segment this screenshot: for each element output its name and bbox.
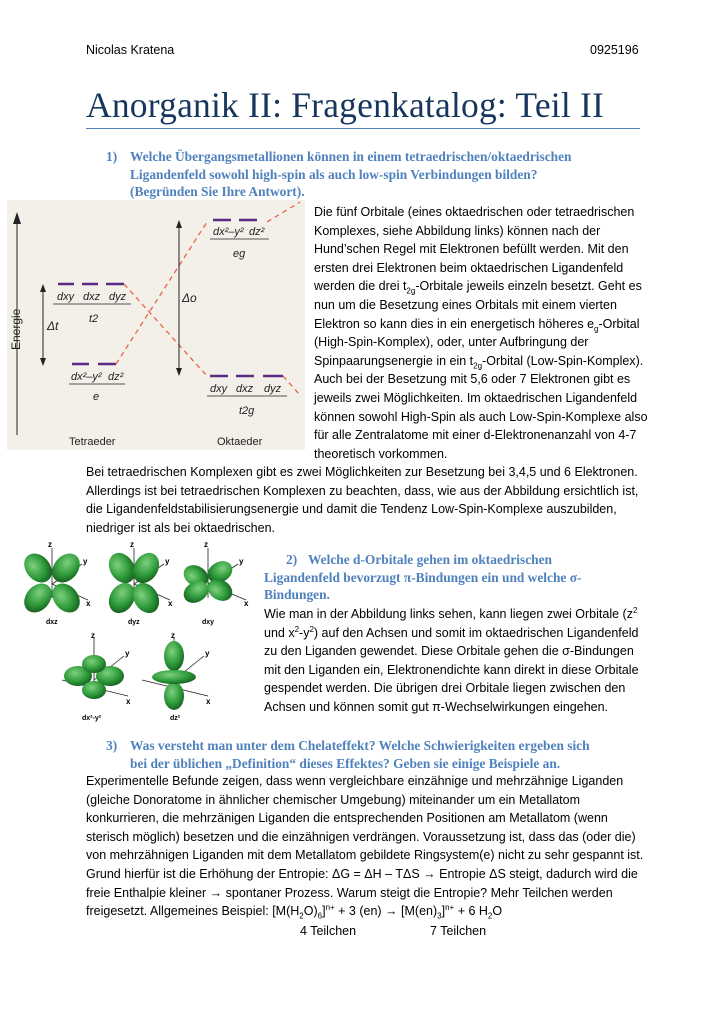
q1-line: Welche Übergangsmetallionen können in einem tetraedrischen/oktaedrischen <box>130 149 572 164</box>
delta-t-arrowhead-down-icon <box>40 358 46 366</box>
axis-y-label: y <box>205 649 210 658</box>
answer-line: (gleiche Donoratome in ähnlicher chemischer Umgebung) miteinander um ein Metallatom <box>86 792 580 807</box>
q1-answer-full <box>86 463 666 537</box>
text-run: werden die drei t <box>314 279 407 294</box>
answer-line: konkurrieren, die mehrzänigen Liganden die entsprechenden Positionen am Metallatom (wenn <box>86 811 608 826</box>
okta-dxy-label: dxy <box>210 383 228 395</box>
delta-o-label: Δo <box>182 291 197 305</box>
header-id: 0925196 <box>590 43 639 57</box>
axis-y-label: y <box>125 649 130 658</box>
count-right: 7 Teilchen <box>430 924 487 938</box>
superscript: n+ <box>325 903 335 912</box>
answer-line: Hund’schen Regel mit Elektronen befüllt werden. Mit den <box>314 242 629 257</box>
text-run: -Orbitale jeweils einzeln besetzt. Geht es <box>415 279 642 294</box>
orbital-label: dx²-y² <box>82 715 102 722</box>
axis-y-label: y <box>83 557 88 566</box>
superscript: 2 <box>294 624 300 634</box>
tetra-dyz-label: dyz <box>109 291 127 303</box>
q2-answer <box>264 605 664 717</box>
okta-dz2-label: dz² <box>249 226 265 238</box>
answer-line: Bei tetraedrischen Komplexen gibt es zwei Möglichkeiten zur Besetzung bei 3,4,5 und 6 Elektronen. <box>86 465 638 479</box>
answer-line: die Ligandenfeldstabilisierungsenergie und damit die Tendenz Low-Spin-Komplexe auszubilden, <box>86 502 617 517</box>
q1-question <box>130 148 650 201</box>
orbital-dxy <box>180 540 249 626</box>
answer-line: sterisch möglich) besetzen und die einzähnigen verdrängen. Voraussetzung ist, dass das (oder die) <box>86 829 636 844</box>
subscript: 2 <box>299 911 304 921</box>
answer-line: niedriger ist als bei oktaedrischen. <box>86 520 275 535</box>
answer-line: Allerdings ist bei tetraedrischen Komplexen zu beachten, dass, wie aus der Abbildung ersichtlich ist, <box>86 483 639 498</box>
answer-line: gespendet werden. Die übrigen drei Orbitale liegen zwischen den <box>264 681 626 696</box>
axis-x-label: x <box>168 599 173 608</box>
q2-line: Ligandenfeld bevorzugt π-Bindungen ein und welche σ- <box>264 569 582 585</box>
q2-number: 2) <box>286 552 298 567</box>
text-run: freigesetzt. Allgemeines Beispiel: [M(H <box>86 904 300 919</box>
answer-line: Experimentelle Befunde zeigen, dass wenn vergleichbare einzähnige und mehrzähnige Liganden <box>86 774 624 788</box>
answer-line: nun um die Besetzung eines Orbitals mit einem vierten <box>314 297 617 312</box>
text-run: O) <box>303 904 318 919</box>
answer-line: Auch bei der Besetzung mit 5,6 oder 7 Elektronen gibt es <box>314 372 631 387</box>
energy-label: Energie <box>9 308 23 350</box>
title-underline <box>86 128 640 129</box>
answer-line: können sowohl High-Spin als auch Low-Spin-Komplexe also <box>314 409 648 424</box>
axis-z-label: z <box>48 540 52 549</box>
d-orbital-svg <box>8 540 258 730</box>
answer-line <box>264 624 664 643</box>
q3-line: Was versteht man unter dem Chelateffekt? Welche Schwierigkeiten ergeben sich <box>130 738 590 753</box>
text-run: -Orbital <box>598 316 640 331</box>
axis-z-label: z <box>204 540 208 549</box>
okta-dx2y2-label: dx²–y² <box>213 226 244 238</box>
axis-z-label: z <box>130 540 134 549</box>
answer-line: von mehrzähnigen Liganden mit dem Metallatom gebildete Ringsystem(e) nicht zu sehr gespannt ist. <box>86 848 644 863</box>
axis-z-label: z <box>91 631 95 640</box>
text-run: Wie man in der Abbildung links sehen, kann liegen zwei Orbitale (z <box>264 607 633 621</box>
orbital-label: dxy <box>202 619 215 626</box>
text-run: + 6 H <box>454 904 488 919</box>
answer-line: freie Enthalpie kleiner → spontaner Prozess. Warum steigt die Entropie? Mehr Teilchen werden <box>86 885 613 900</box>
okta-label: Oktaeder <box>217 436 263 448</box>
q1-line: Ligandenfeld sowohl high-spin als auch low-spin Verbindungen bilden? <box>130 166 538 182</box>
header-author: Nicolas Kratena <box>86 43 175 57</box>
axis-x-label: x <box>244 599 249 608</box>
axis-y-label: y <box>165 557 170 566</box>
subscript: 3 <box>437 911 442 921</box>
axis-z-label: z <box>171 631 175 640</box>
subscript: 2g <box>406 286 416 296</box>
superscript: 2 <box>309 624 314 634</box>
okta-dyz-label: dyz <box>264 383 282 395</box>
answer-line: (High-Spin-Komplex), oder, unter Aufbringung der <box>314 335 589 350</box>
answer-line <box>314 352 654 371</box>
answer-line: theoretisch vorkommen. <box>314 446 448 461</box>
answer-line <box>264 605 664 624</box>
text-run: + 3 (en) → [M(en) <box>334 904 438 919</box>
answer-line: Grund hierfür ist die Erhöhung der Entropie: ΔG = ΔH – TΔS → Entropie ΔS steigt, dadurch wird die <box>86 866 638 881</box>
tetra-dx2y2-label: dx²–y² <box>71 371 102 383</box>
energy-arrow-icon <box>13 212 21 224</box>
delta-o-arrowhead-up-icon <box>176 220 182 228</box>
orbital-label: dz² <box>170 715 181 722</box>
orbital-dxz <box>19 540 91 626</box>
q3-question <box>130 737 650 772</box>
q1-line: (Begründen Sie Ihre Antwort). <box>130 184 305 199</box>
superscript: 2 <box>632 605 638 615</box>
correlation-lines <box>116 202 300 395</box>
axis-x-label: x <box>206 697 211 706</box>
axis-x-label: x <box>126 697 131 706</box>
answer-line: Achsen und können somit gut π-Wechselwirkungen eingehen. <box>264 699 609 714</box>
text-run: -y <box>299 625 310 640</box>
answer-line <box>314 277 654 296</box>
tetra-e-label: e <box>93 391 100 403</box>
okta-eg-label: eg <box>233 248 246 260</box>
q3-line: bei der üblichen „Definition“ dieses Effektes? Geben sie einige Beispiele an. <box>130 755 561 771</box>
tetra-label: Tetraeder <box>69 436 116 448</box>
delta-t-arrowhead-up-icon <box>40 284 46 292</box>
page-title: Anorganik II: Fragenkatalog: Teil II <box>86 85 605 125</box>
tetra-dxz-label: dxz <box>83 291 101 303</box>
answer-line: zu den Liganden gewendet. Diese Orbitale gehen die σ-Bindungen <box>264 644 634 659</box>
text-run: Elektron so kann dies in ein energetisch höheres e <box>314 316 595 331</box>
answer-line: für alle Zentralatome mit einer d-Elektronenanzahl von 4-7 <box>314 428 637 443</box>
q2-line: Bindungen. <box>264 587 330 602</box>
okta-t2g-label: t2g <box>239 405 255 417</box>
q1-number: 1) <box>106 149 118 164</box>
answer-line: mit den Liganden ein, Elektronendichte kann direkt in diese Orbitale <box>264 662 639 677</box>
subscript: 6 <box>317 911 323 921</box>
axis-y-label: y <box>239 557 244 566</box>
text-run: und x <box>264 625 295 640</box>
text-run: -Orbital (Low-Spin-Komplex). <box>482 353 644 368</box>
text-run: O <box>492 904 503 919</box>
answer-line: Die fünf Orbitale (eines oktaedrischen oder tetraedrischen <box>314 205 635 219</box>
correlation-line <box>267 202 300 222</box>
answer-line: ersten drei Elektronen beim oktaedrischen Ligandenfeld <box>314 260 624 275</box>
crystal-field-svg <box>7 200 305 450</box>
text-run: Spinpaarungsenergie in ein t <box>314 353 474 368</box>
answer-line <box>314 315 654 334</box>
tetra-t2-label: t2 <box>89 313 99 325</box>
q2-line: Welche d-Orbitale gehen im oktaedrischen <box>308 552 552 567</box>
answer-line: freigesetzt. Allgemeines Beispiel: $[M(H_2O)_6]^{n+} + 3$ $(en) \to [M(en)_3]^{n+} + 6$ $H_2O$ <box>86 903 503 921</box>
okta-dxz-label: dxz <box>236 383 254 395</box>
orbital-label: dxz <box>46 619 58 626</box>
subscript: 2 <box>487 911 493 921</box>
correlation-line <box>283 376 300 395</box>
answer-line: jeweils zwei Möglichkeiten. Im oktaedrischen Ligandenfeld <box>314 390 638 405</box>
q2-question <box>264 551 664 604</box>
subscript: g <box>594 324 599 334</box>
q3-answer <box>86 772 666 921</box>
count-left: 4 Teilchen <box>300 924 357 938</box>
q3-number: 3) <box>106 738 118 753</box>
subscript: 2g <box>473 361 483 371</box>
superscript: n+ <box>445 903 455 912</box>
text-run: ) auf den Achsen und somit im oktaedrischen Ligandenfeld <box>313 625 639 640</box>
crystal-field-diagram <box>7 200 305 450</box>
orbital-dyz <box>104 540 173 626</box>
answer-line: Komplexes, siehe Abbildung links) können nach der <box>314 223 601 238</box>
axis-x-label: x <box>86 599 91 608</box>
delta-o-arrowhead-down-icon <box>176 368 182 376</box>
tetra-dxy-label: dxy <box>57 291 75 303</box>
orbital-label: dyz <box>128 619 140 626</box>
orbital-dz2 <box>142 631 211 722</box>
tetra-dz2-label: dz² <box>108 371 124 383</box>
q1-answer-right <box>314 203 654 463</box>
delta-t-label: Δt <box>47 319 59 333</box>
orbital-dx2y2 <box>62 631 131 722</box>
d-orbital-figure <box>8 540 258 730</box>
